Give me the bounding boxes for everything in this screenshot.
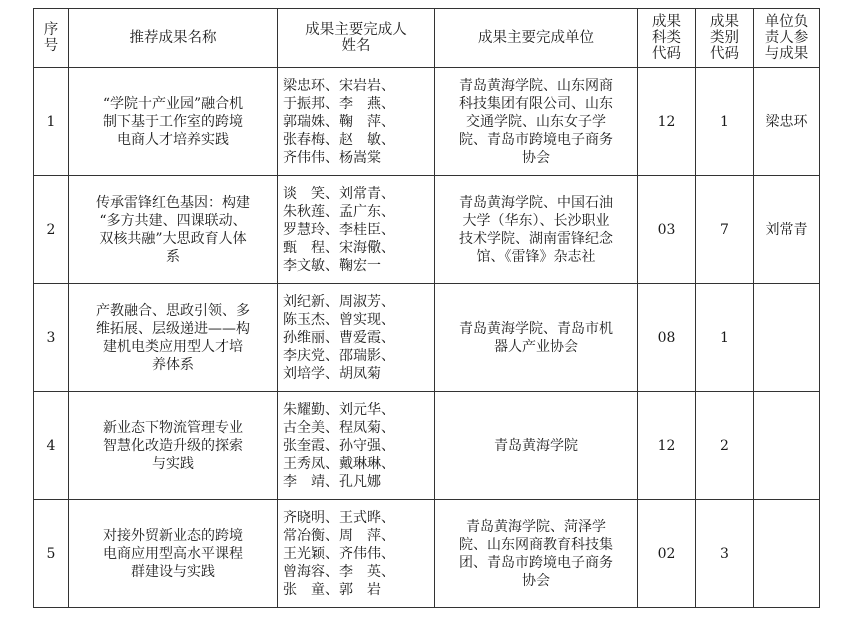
achievement-name-line: “多方共建、四课联动、 <box>99 212 247 229</box>
cell-subject-code: 12 <box>638 392 696 500</box>
cell-seq: 5 <box>34 500 69 608</box>
achievement-name-line: 电商应用型高水平课程 <box>103 545 243 562</box>
cell-units <box>435 68 638 176</box>
achievement-name-line: 制下基于工作室的跨境 <box>103 113 243 130</box>
units-line: 协会 <box>522 572 550 589</box>
achievement-name-line: “学院十产业园”融合机 <box>102 95 244 112</box>
cell-leader <box>754 392 820 500</box>
cell-members <box>278 176 435 284</box>
members-line: 常冶衡、周 萍、 <box>283 527 395 544</box>
cell-subject-code: 03 <box>638 176 696 284</box>
header-subject-code: 成果 科类 代码 <box>638 9 696 68</box>
cell-seq: 1 <box>34 68 69 176</box>
members-line: 朱耀勤、刘元华、 <box>283 401 395 418</box>
cell-units <box>435 500 638 608</box>
cell-subject-code: 02 <box>638 500 696 608</box>
cell-leader: 梁忠环 <box>754 68 820 176</box>
achievement-name-line: 群建设与实践 <box>131 563 215 580</box>
table-row <box>34 176 820 284</box>
members-line: 王光颖、齐伟伟、 <box>283 545 395 562</box>
cell-achievement-name <box>69 500 278 608</box>
members-line: 梁忠环、宋岩岩、 <box>283 77 395 94</box>
achievement-name-line: 新业态下物流管理专业 <box>103 419 243 436</box>
units-line: 馆、《雷锋》杂志社 <box>476 248 596 265</box>
header-leader: 单位负 责人参 与成果 <box>754 9 820 68</box>
achievement-name-line: 对接外贸新业态的跨境 <box>103 527 243 544</box>
cell-leader <box>754 284 820 392</box>
cell-achievement-name <box>69 392 278 500</box>
units-line: 院、山东网商教育科技集 <box>459 536 613 553</box>
members-line: 古全美、程凤菊、 <box>283 419 395 436</box>
cell-seq: 3 <box>34 284 69 392</box>
cell-category-code: 1 <box>696 68 754 176</box>
table-row <box>34 284 820 392</box>
units-line: 青岛黄海学院、青岛市机 <box>459 320 613 337</box>
units-line: 大学（华东）、长沙职业 <box>462 212 610 229</box>
table-row <box>34 500 820 608</box>
cell-subject-code: 08 <box>638 284 696 392</box>
members-line: 刘纪新、周淑芳、 <box>283 293 395 310</box>
units-line: 技术学院、湖南雷锋纪念 <box>459 230 613 247</box>
achievement-name-line: 产教融合、思政引领、多 <box>96 302 250 319</box>
cell-category-code: 3 <box>696 500 754 608</box>
achievement-name-line: 系 <box>166 248 180 265</box>
achievement-name-line: 维拓展、层级递进——构 <box>96 320 250 337</box>
achievement-name-line: 智慧化改造升级的探索 <box>103 437 243 454</box>
members-line: 李庆党、邵瑞影、 <box>283 347 395 364</box>
cell-achievement-name <box>69 68 278 176</box>
units-line: 青岛黄海学院、山东网商 <box>459 77 613 94</box>
achievement-name-line: 建机电类应用型人才培 <box>103 338 243 355</box>
cell-category-code: 2 <box>696 392 754 500</box>
cell-units <box>435 284 638 392</box>
cell-seq: 2 <box>34 176 69 284</box>
units-line: 交通学院、山东女子学 <box>466 113 606 130</box>
units-line: 青岛黄海学院 <box>494 437 578 454</box>
members-line: 朱秋莲、孟广东、 <box>283 203 395 220</box>
members-line: 曾海容、李 英、 <box>283 563 395 580</box>
members-line: 郭瑞姝、鞠 萍、 <box>283 113 395 130</box>
members-line: 陈玉杰、曾实现、 <box>283 311 395 328</box>
members-line: 于振邦、李 燕、 <box>283 95 395 112</box>
cell-members <box>278 500 435 608</box>
achievement-name-line: 养体系 <box>152 356 194 373</box>
members-line: 李文敏、鞠宏一 <box>283 257 381 274</box>
cell-leader: 刘常青 <box>754 176 820 284</box>
table-row <box>34 68 820 176</box>
units-line: 青岛黄海学院、中国石油 <box>459 194 613 211</box>
header-units: 成果主要完成单位 <box>435 9 638 68</box>
cell-units <box>435 392 638 500</box>
table-body <box>34 68 820 608</box>
members-line: 孙维丽、曹爱霞、 <box>283 329 395 346</box>
header-category-code: 成果 类别 代码 <box>696 9 754 68</box>
units-line: 器人产业协会 <box>494 338 578 355</box>
cell-seq: 4 <box>34 392 69 500</box>
members-line: 王秀凤、戴琳琳、 <box>283 455 395 472</box>
members-line: 刘培学、胡凤菊 <box>283 365 381 382</box>
cell-units <box>435 176 638 284</box>
table-row <box>34 392 820 500</box>
members-line: 李 靖、孔凡娜 <box>283 473 381 490</box>
members-line: 张 童、郭 岩 <box>283 581 381 598</box>
members-line: 罗慧玲、李桂臣、 <box>283 221 395 238</box>
members-line: 谈 笑、刘常青、 <box>283 185 395 202</box>
achievement-name-line: 传承雷锋红色基因：构建 <box>96 194 250 211</box>
members-line: 齐晓明、王式晔、 <box>283 509 395 526</box>
cell-category-code: 1 <box>696 284 754 392</box>
members-line: 张春梅、赵 敏、 <box>283 131 395 148</box>
members-line: 张奎霞、孙守强、 <box>283 437 395 454</box>
units-line: 团、青岛市跨境电子商务 <box>459 554 613 571</box>
header-name: 推荐成果名称 <box>69 9 278 68</box>
cell-subject-code: 12 <box>638 68 696 176</box>
recommended-achievements-table <box>33 8 820 608</box>
table-header-row <box>34 9 820 68</box>
cell-members <box>278 284 435 392</box>
header-members: 成果主要完成人 姓名 <box>278 9 435 68</box>
cell-category-code: 7 <box>696 176 754 284</box>
cell-achievement-name <box>69 176 278 284</box>
units-line: 协会 <box>522 149 550 166</box>
members-line: 齐伟伟、杨嵩棠 <box>283 149 381 166</box>
members-line: 甄 程、宋海儆、 <box>283 239 395 256</box>
achievement-name-line: 电商人才培养实践 <box>117 131 229 148</box>
achievement-name-line: 双核共融”大思政育人体 <box>99 230 247 247</box>
cell-achievement-name <box>69 284 278 392</box>
units-line: 科技集团有限公司、山东 <box>459 95 613 112</box>
units-line: 青岛黄海学院、菏泽学 <box>466 518 606 535</box>
cell-leader <box>754 500 820 608</box>
units-line: 院、青岛市跨境电子商务 <box>459 131 613 148</box>
achievement-name-line: 与实践 <box>152 455 194 472</box>
header-seq: 序 号 <box>34 9 69 68</box>
cell-members <box>278 68 435 176</box>
cell-members <box>278 392 435 500</box>
